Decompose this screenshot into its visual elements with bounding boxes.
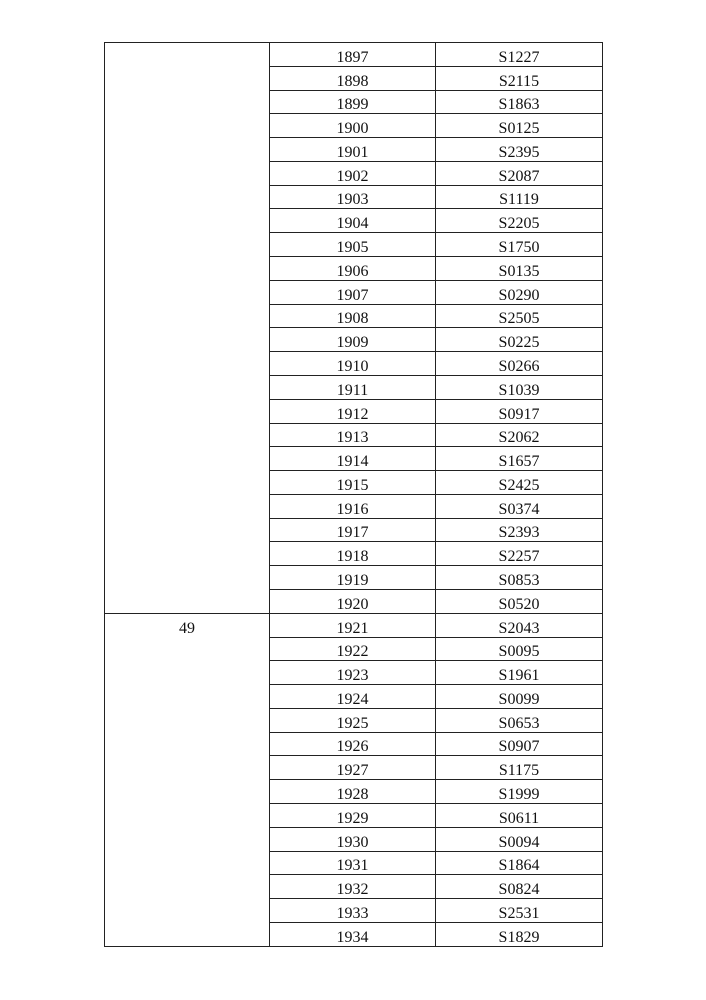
code-cell: S0099: [436, 685, 603, 709]
code-cell: S1864: [436, 851, 603, 875]
number-cell: 1899: [270, 90, 436, 114]
code-cell: S1039: [436, 375, 603, 399]
code-cell: S2257: [436, 542, 603, 566]
number-cell: 1932: [270, 875, 436, 899]
number-cell: 1919: [270, 566, 436, 590]
code-cell: S0095: [436, 637, 603, 661]
code-cell: S0653: [436, 708, 603, 732]
code-cell: S1175: [436, 756, 603, 780]
code-cell: S0125: [436, 114, 603, 138]
number-cell: 1905: [270, 233, 436, 257]
code-cell: S1829: [436, 922, 603, 946]
group-label: 49: [179, 619, 195, 637]
number-cell: 1907: [270, 280, 436, 304]
code-cell: S1999: [436, 780, 603, 804]
number-cell: 1904: [270, 209, 436, 233]
number-cell: 1916: [270, 494, 436, 518]
code-cell: S1657: [436, 447, 603, 471]
number-cell: 1898: [270, 66, 436, 90]
code-cell: S2115: [436, 66, 603, 90]
number-cell: 1909: [270, 328, 436, 352]
number-cell: 1911: [270, 375, 436, 399]
code-cell: S0611: [436, 804, 603, 828]
code-cell: S2531: [436, 899, 603, 923]
code-cell: S2205: [436, 209, 603, 233]
number-cell: 1923: [270, 661, 436, 685]
code-cell: S0853: [436, 566, 603, 590]
table-row: [105, 613, 603, 637]
code-cell: S2425: [436, 471, 603, 495]
number-cell: 1908: [270, 304, 436, 328]
number-cell: 1924: [270, 685, 436, 709]
table-body: [105, 43, 603, 947]
code-cell: S0917: [436, 399, 603, 423]
number-cell: 1930: [270, 827, 436, 851]
number-cell: 1931: [270, 851, 436, 875]
code-cell: S0094: [436, 827, 603, 851]
code-cell: S1961: [436, 661, 603, 685]
code-cell: S1863: [436, 90, 603, 114]
group-cell: [105, 613, 270, 946]
number-cell: 1901: [270, 138, 436, 162]
number-cell: 1928: [270, 780, 436, 804]
number-cell: 1912: [270, 399, 436, 423]
number-cell: 1902: [270, 161, 436, 185]
number-cell: 1903: [270, 185, 436, 209]
code-cell: S2043: [436, 613, 603, 637]
number-cell: 1915: [270, 471, 436, 495]
number-cell: 1929: [270, 804, 436, 828]
number-cell: 1913: [270, 423, 436, 447]
number-cell: 1921: [270, 613, 436, 637]
code-cell: S0225: [436, 328, 603, 352]
number-cell: 1918: [270, 542, 436, 566]
code-cell: S0290: [436, 280, 603, 304]
number-cell: 1925: [270, 708, 436, 732]
code-cell: S2395: [436, 138, 603, 162]
code-cell: S0374: [436, 494, 603, 518]
group-cell: [105, 43, 270, 614]
number-cell: 1920: [270, 589, 436, 613]
number-cell: 1933: [270, 899, 436, 923]
code-cell: S2062: [436, 423, 603, 447]
code-cell: S1119: [436, 185, 603, 209]
number-cell: 1926: [270, 732, 436, 756]
number-cell: 1914: [270, 447, 436, 471]
number-cell: 1917: [270, 518, 436, 542]
code-cell: S1227: [436, 43, 603, 67]
number-cell: 1927: [270, 756, 436, 780]
code-cell: S0266: [436, 352, 603, 376]
number-cell: 1897: [270, 43, 436, 67]
number-cell: 1910: [270, 352, 436, 376]
number-cell: 1900: [270, 114, 436, 138]
number-cell: 1922: [270, 637, 436, 661]
code-cell: S2393: [436, 518, 603, 542]
number-cell: 1906: [270, 257, 436, 281]
code-cell: S0907: [436, 732, 603, 756]
assignment-table: [104, 42, 603, 947]
group-label: [105, 43, 269, 50]
number-cell: 1934: [270, 922, 436, 946]
code-cell: S0135: [436, 257, 603, 281]
code-cell: S2087: [436, 161, 603, 185]
code-cell: S2505: [436, 304, 603, 328]
code-cell: S0824: [436, 875, 603, 899]
code-cell: S0520: [436, 589, 603, 613]
code-cell: S1750: [436, 233, 603, 257]
table-row: [105, 43, 603, 67]
